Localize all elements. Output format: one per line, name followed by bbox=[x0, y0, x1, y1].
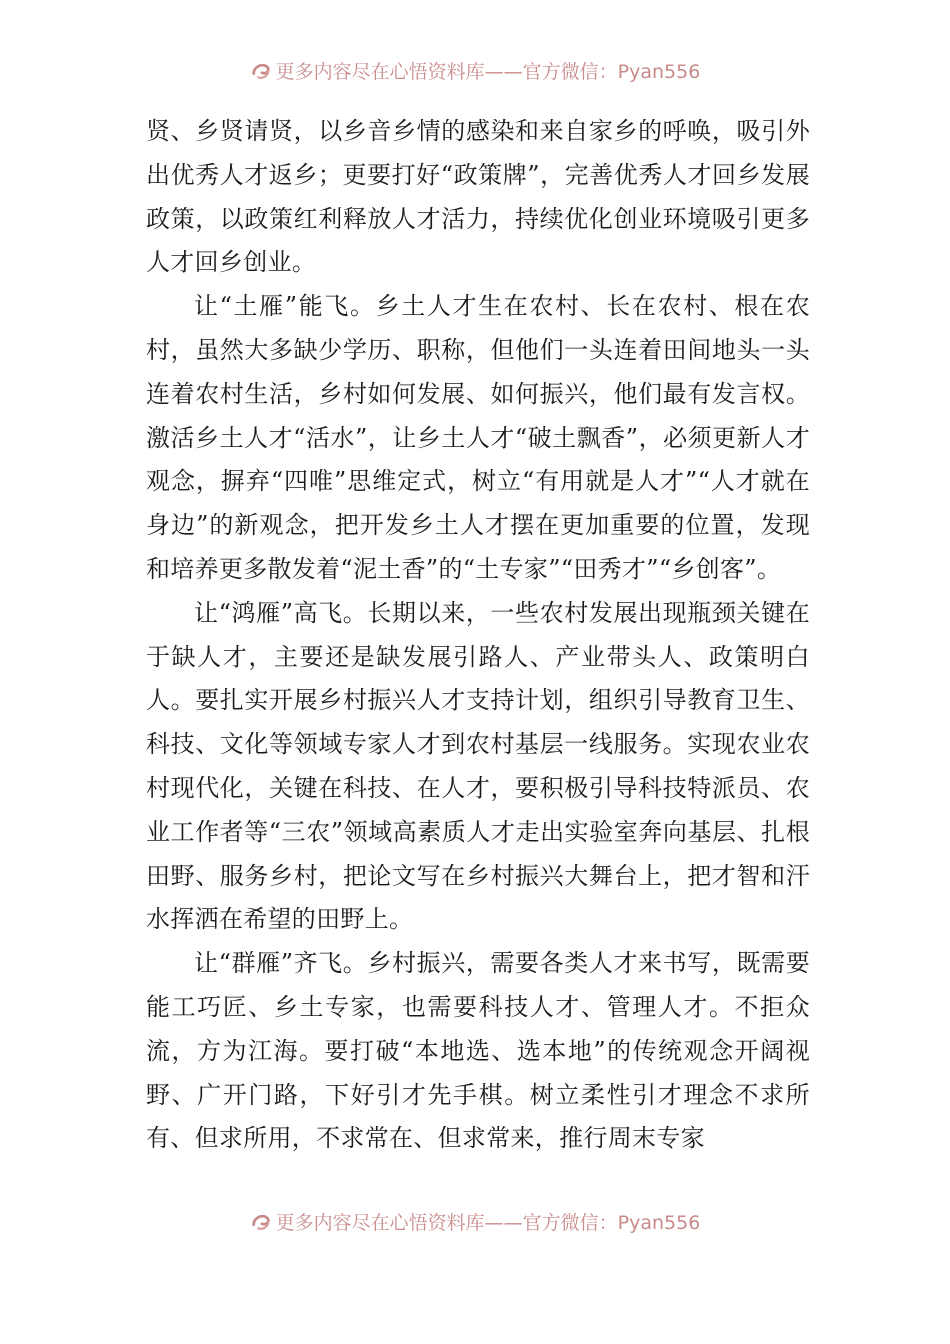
paragraph-1: 贤、乡贤请贤，以乡音乡情的感染和来自家乡的呼唤，吸引外出优秀人才返乡；更要打好“政策牌”，完善优秀人才回乡发展政策，以政策红利释放人才活力，持续优化创业环境吸引更多人才回乡创业。 bbox=[146, 117, 810, 277]
paragraph-2: 让“土雁”能飞。乡土人才生在农村、长在农村、根在农村，虽然大多缺少学历、职称，但他们一头连着田间地头一头连着农村生活，乡村如何发展、如何振兴，他们最有发言权。激活乡土人才“活水”，让乡土人才“破土飘香”，必须更新人才观念，摒弃“四唯”思维定式，树立“有用就是人才”“人才就在身边”的新观念，把开发乡土人才摆在更加重要的位置，发现和培养更多散发着“泥土香”的“土专家”“田秀才”“乡创客”。 bbox=[146, 292, 810, 583]
header-watermark-text: 更多内容尽在心悟资料库——官方微信：Pyan556 bbox=[275, 60, 701, 83]
footer-watermark bbox=[250, 1208, 701, 1235]
footer-watermark-text: 更多内容尽在心悟资料库——官方微信：Pyan556 bbox=[275, 1211, 701, 1234]
header-watermark-banner bbox=[0, 55, 950, 85]
paragraph-3: 让“鸿雁”高飞。长期以来，一些农村发展出现瓶颈关键在于缺人才，主要还是缺发展引路人、产业带头人、政策明白人。要扎实开展乡村振兴人才支持计划，组织引导教育卫生、科技、文化等领域专家人才到农村基层一线服务。实现农业农村现代化，关键在科技、在人才，要积极引导科技特派员、农业工作者等“三农”领域高素质人才走出实验室奔向基层、扎根田野、服务乡村，把论文写在乡村振兴大舞台上，把才智和汗水挥洒在希望的田野上。 bbox=[146, 598, 810, 934]
red-swirl-logo-icon bbox=[250, 59, 272, 81]
footer-watermark-banner bbox=[0, 1206, 950, 1236]
paragraph-4: 让“群雁”齐飞。乡村振兴，需要各类人才来书写，既需要能工巧匠、乡土专家，也需要科技人才、管理人才。不拒众流，方为江海。要打破“本地选、选本地”的传统观念开阔视野、广开门路，下好引才先手棋。树立柔性引才理念不求所有、但求所用，不求常在、但求常来，推行周末专家 bbox=[146, 949, 810, 1153]
document-body bbox=[146, 110, 810, 1161]
red-swirl-logo-icon bbox=[250, 1210, 272, 1232]
header-watermark bbox=[250, 57, 701, 84]
